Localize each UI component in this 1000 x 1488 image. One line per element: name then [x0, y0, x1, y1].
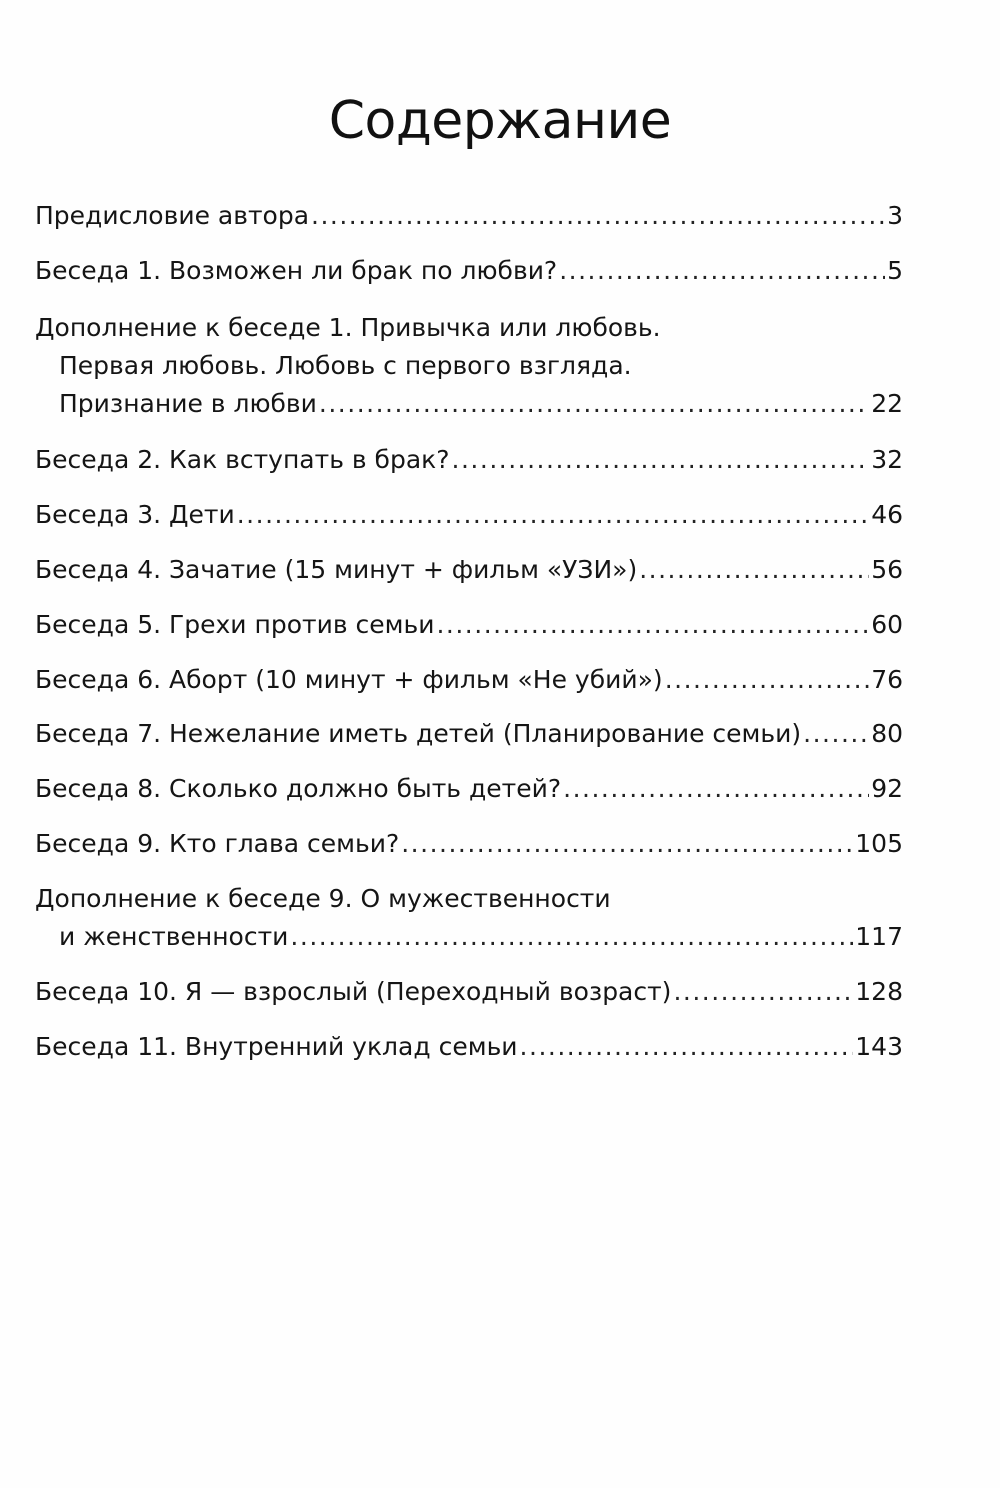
- toc-entry-line: [35, 441, 903, 479]
- toc-page-number: 128: [855, 977, 903, 1006]
- dot-leader: [311, 197, 885, 235]
- page-title: Содержание: [328, 91, 672, 151]
- toc-entry: [35, 715, 903, 753]
- toc-entry-title: Беседа 11. Внутренний уклад семьи: [35, 1032, 518, 1061]
- toc-entry-title: Беседа 9. Кто глава семьи?: [35, 829, 400, 858]
- toc-entry: [35, 252, 903, 290]
- toc-entry-line: [35, 197, 903, 235]
- toc-entry: [35, 973, 903, 1011]
- dot-leader: [559, 252, 885, 290]
- toc-entry-line: [35, 973, 903, 1011]
- toc-entry: [35, 1028, 903, 1066]
- toc-page-number: 92: [871, 774, 903, 803]
- toc-page-number: 143: [855, 1032, 903, 1061]
- toc-page-number: 3: [887, 201, 903, 230]
- toc-entry: [35, 825, 903, 863]
- toc-entry-line: [35, 825, 903, 863]
- toc-entry-line: Первая любовь. Любовь с первого взгляда.: [59, 351, 632, 380]
- toc-entry-title: Беседа 1. Возможен ли брак по любви?: [35, 256, 558, 285]
- dot-leader: [452, 441, 870, 479]
- toc-page-number: 5: [887, 256, 903, 285]
- toc-entry-title: Беседа 8. Сколько должно быть детей?: [35, 774, 562, 803]
- dot-leader: [673, 973, 853, 1011]
- toc-entry: [35, 496, 903, 534]
- toc-entry-title: Предисловие автора: [35, 201, 310, 230]
- toc-entry-title: Признание в любви: [59, 389, 317, 418]
- toc-entry-line: [35, 606, 903, 644]
- toc-entry-title: Беседа 7. Нежелание иметь детей (Планирование семьи): [35, 719, 802, 748]
- toc-entry-line: Дополнение к беседе 9. О мужественности: [35, 884, 611, 913]
- toc-page-number: 117: [855, 922, 903, 951]
- dot-leader: [639, 551, 869, 589]
- toc-page-number: 76: [871, 665, 903, 694]
- toc-entry-line: [35, 715, 903, 753]
- toc-entry-line: [35, 496, 903, 534]
- toc-entry: [35, 551, 903, 589]
- toc-entry: [35, 661, 903, 699]
- toc-page-number: 22: [871, 389, 903, 418]
- dot-leader: [401, 825, 853, 863]
- dot-leader: [520, 1028, 854, 1066]
- toc-entry: [35, 880, 903, 956]
- toc-entry-line: [35, 385, 903, 423]
- toc-entry-line: [35, 661, 903, 699]
- dot-leader: [665, 661, 870, 699]
- toc-entry-line: Дополнение к беседе 1. Привычка или любовь.: [35, 313, 661, 342]
- toc-entry-line: [35, 1028, 903, 1066]
- dot-leader: [319, 385, 869, 423]
- toc-page-number: 105: [855, 829, 903, 858]
- toc-entry-line: [35, 551, 903, 589]
- toc-entry-title: Беседа 4. Зачатие (15 минут + фильм «УЗИ»): [35, 555, 638, 584]
- dot-leader: [803, 715, 869, 753]
- toc-entry-title: Беседа 5. Грехи против семьи: [35, 610, 435, 639]
- toc-entry-title: Беседа 2. Как вступать в брак?: [35, 445, 450, 474]
- toc-entry: [35, 309, 903, 423]
- dot-leader: [563, 770, 869, 808]
- toc-page-number: 80: [871, 719, 903, 748]
- dot-leader: [237, 496, 869, 534]
- toc-entry-line: [35, 918, 903, 956]
- toc-page-number: 56: [871, 555, 903, 584]
- toc-entry-title: Беседа 3. Дети: [35, 500, 235, 529]
- toc-entry: [35, 441, 903, 479]
- toc-entry-title: Беседа 10. Я — взрослый (Переходный возраст): [35, 977, 672, 1006]
- toc-entry: [35, 770, 903, 808]
- toc-entry: [35, 197, 903, 235]
- toc-page-number: 60: [871, 610, 903, 639]
- toc-page-number: 46: [871, 500, 903, 529]
- toc-page-number: 32: [871, 445, 903, 474]
- dot-leader: [436, 606, 869, 644]
- toc-entry-line: [35, 770, 903, 808]
- toc-entry-line: [35, 252, 903, 290]
- toc-entry-title: Беседа 6. Аборт (10 минут + фильм «Не убий»): [35, 665, 663, 694]
- toc-entry-title: и женственности: [59, 922, 289, 951]
- toc-entry: [35, 606, 903, 644]
- dot-leader: [290, 918, 853, 956]
